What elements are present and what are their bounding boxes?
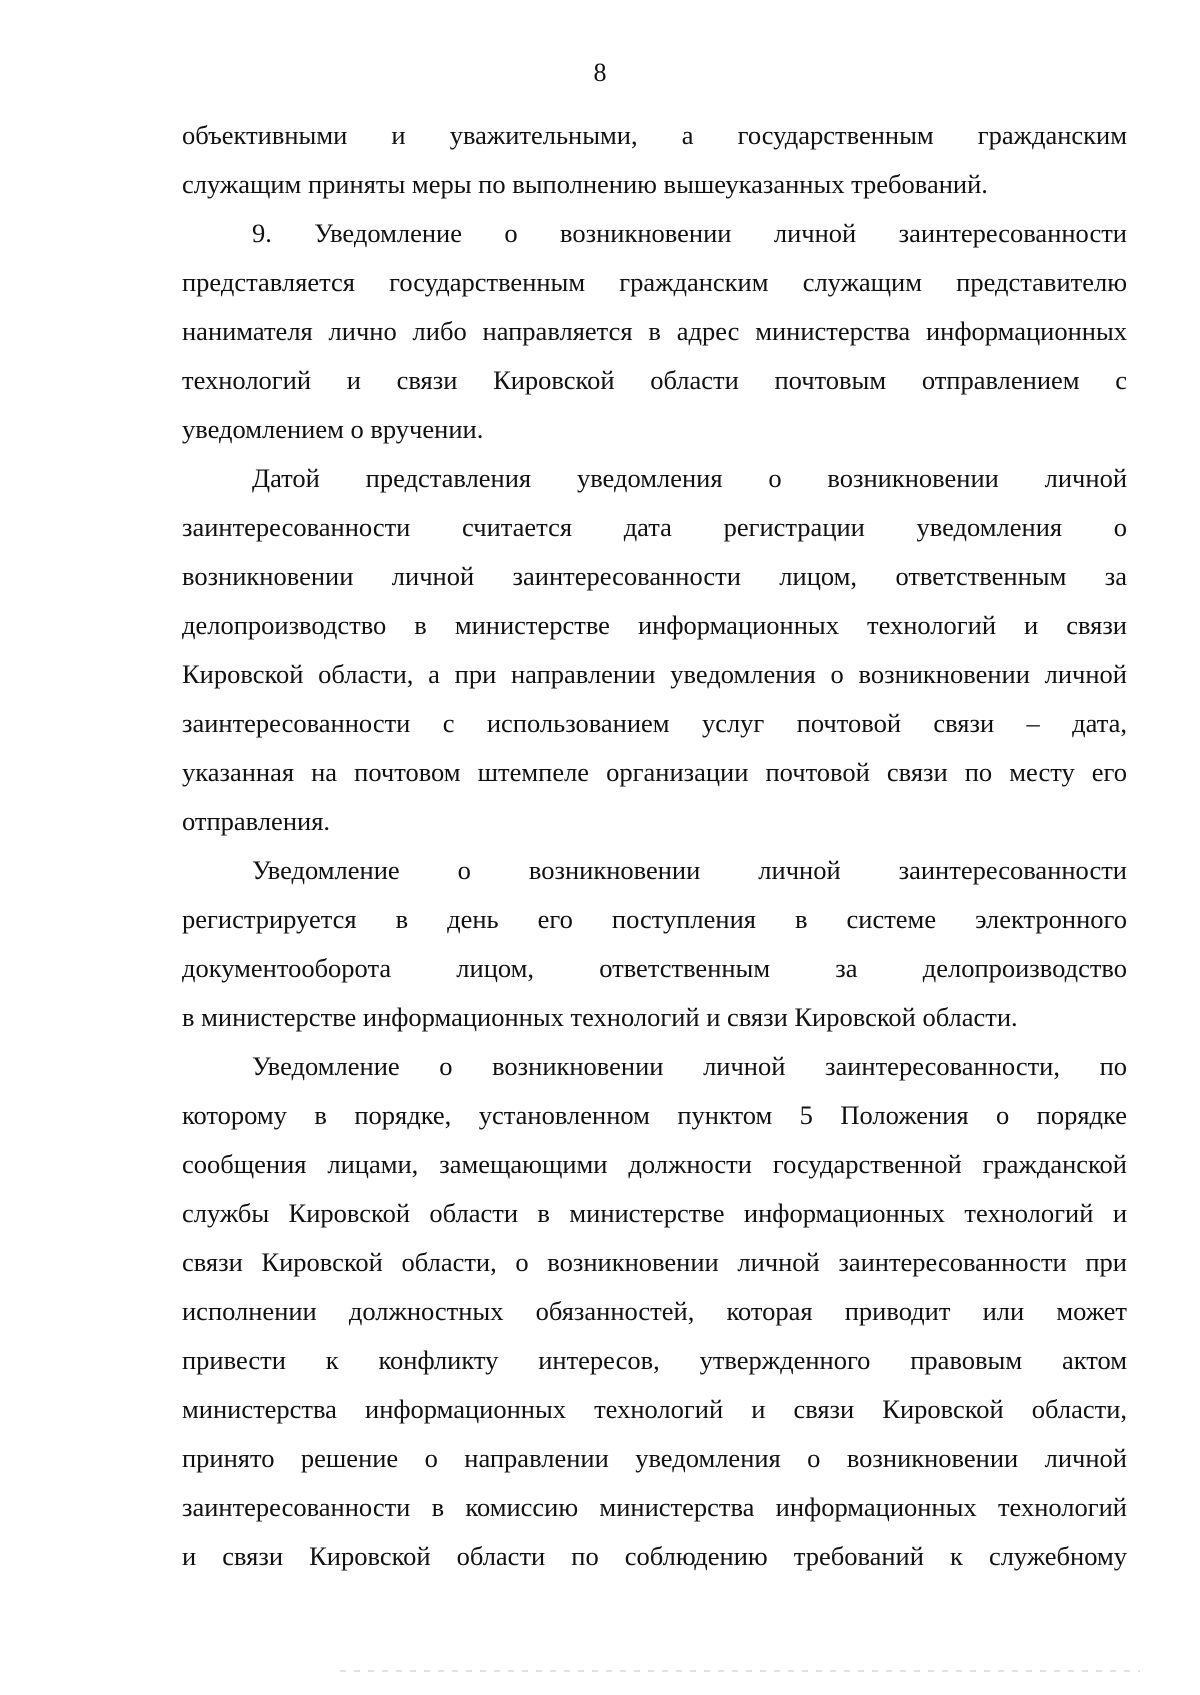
paragraph-3 [182, 454, 1127, 846]
document-body [182, 111, 1127, 1581]
text-line: Уведомление о возникновении личной заинтересованности [252, 855, 1127, 885]
text-line: указанная на почтовом штемпеле организации почтовой связи по месту его [182, 757, 1127, 787]
text-line: представляется государственным гражданским служащим представителю [182, 267, 1127, 297]
text-line: Датой представления уведомления о возникновении личной [252, 463, 1127, 493]
paragraph-2 [182, 209, 1127, 454]
page-number: 8 [593, 58, 607, 87]
text-line: объективными и уважительными, а государственным гражданским [182, 120, 1127, 150]
text-line: и связи Кировской области по соблюдению требований к служебному [182, 1541, 1127, 1571]
text-line: возникновении личной заинтересованности лицом, ответственным за [182, 561, 1127, 591]
text-line: службы Кировской области в министерстве информационных технологий и [182, 1198, 1127, 1228]
text-line: принято решение о направлении уведомления о возникновении личной [182, 1443, 1127, 1473]
paragraph-4 [182, 846, 1127, 1042]
text-line: Кировской области, а при направлении уведомления о возникновении личной [182, 659, 1127, 689]
text-line: служащим приняты меры по выполнению вышеуказанных требований. [182, 169, 988, 199]
text-line: уведомлением о вручении. [182, 414, 484, 444]
text-line: 9. Уведомление о возникновении личной заинтересованности [252, 218, 1127, 248]
text-line: Уведомление о возникновении личной заинтересованности, по [252, 1051, 1127, 1081]
text-line: отправления. [182, 806, 331, 836]
text-line: заинтересованности с использованием услуг почтовой связи – дата, [182, 708, 1127, 738]
text-line: нанимателя лично либо направляется в адрес министерства информационных [182, 316, 1127, 346]
text-line: в министерстве информационных технологий и связи Кировской области. [182, 1002, 1018, 1032]
text-line: сообщения лицами, замещающими должности государственной гражданской [182, 1149, 1127, 1179]
text-line: связи Кировской области, о возникновении личной заинтересованности при [182, 1247, 1127, 1277]
paragraph-1 [182, 111, 1127, 209]
text-line: заинтересованности считается дата регистрации уведомления о [182, 512, 1127, 542]
text-line: заинтересованности в комиссию министерства информационных технологий [182, 1492, 1127, 1522]
text-line: министерства информационных технологий и связи Кировской области, [182, 1394, 1127, 1424]
paragraph-5 [182, 1042, 1127, 1581]
text-line: исполнении должностных обязанностей, которая приводит или может [182, 1296, 1127, 1326]
text-line: которому в порядке, установленном пунктом 5 Положения о порядке [182, 1100, 1127, 1130]
scan-artifact-edge [340, 1670, 1140, 1672]
text-line: технологий и связи Кировской области почтовым отправлением с [182, 365, 1127, 395]
text-line: делопроизводство в министерстве информационных технологий и связи [182, 610, 1127, 640]
text-line: документооборота лицом, ответственным за делопроизводство [182, 953, 1127, 983]
text-line: привести к конфликту интересов, утвержденного правовым актом [182, 1345, 1127, 1375]
text-line: регистрируется в день его поступления в системе электронного [182, 904, 1127, 934]
